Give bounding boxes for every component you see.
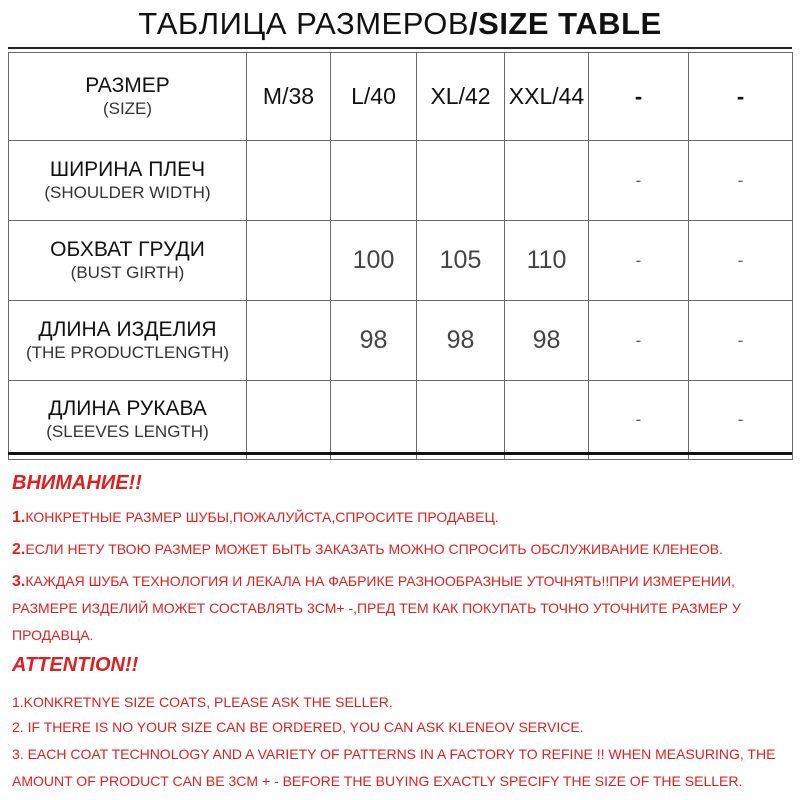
notice-ru-item-number: 1. — [12, 509, 26, 526]
table-cell — [247, 301, 331, 381]
table-row — [9, 301, 793, 381]
notice-ru-item — [12, 568, 792, 649]
table-cell: - — [689, 221, 793, 301]
notice-ru-item-number: 2. — [12, 541, 26, 558]
row-label-product-length — [9, 301, 247, 381]
table-row — [9, 221, 793, 301]
row-label-shoulder-width — [9, 141, 247, 221]
size-col-empty-1: - — [589, 53, 689, 141]
table-cell: 98 — [505, 301, 589, 381]
table-cell: 100 — [331, 221, 417, 301]
row-label-ru: ДЛИНА РУКАВА — [48, 397, 207, 420]
row-label-en: (SHOULDER WIDTH) — [44, 182, 211, 202]
table-cell — [417, 141, 505, 221]
table-cell: - — [689, 141, 793, 221]
row-label-en: (SLEEVES LENGTH) — [46, 422, 209, 441]
table-cell: - — [689, 301, 793, 381]
row-label-en: (THE PRODUCTLENGTH) — [25, 342, 230, 362]
table-cell: 105 — [417, 221, 505, 301]
size-table — [8, 52, 793, 460]
table-cell: - — [589, 381, 689, 460]
table-cell — [505, 141, 589, 221]
row-label-en: (BUST GIRTH) — [70, 262, 185, 282]
table-cell: - — [589, 221, 689, 301]
size-col-l40: L/40 — [331, 53, 417, 141]
notice-ru-item-text: КОНКРЕТНЫЕ РАЗМЕР ШУБЫ,ПОЖАЛУЙСТА,СПРОСИТЕ ПРОДАВЕЦ. — [25, 509, 499, 525]
table-cell: 98 — [331, 301, 417, 381]
title-en: SIZE TABLE — [478, 6, 662, 41]
table-cell — [331, 381, 417, 460]
table-cell: - — [689, 381, 793, 460]
table-cell — [247, 221, 331, 301]
table-cell — [331, 141, 417, 221]
size-header-row — [9, 53, 793, 141]
size-col-xxl44: XXL/44 — [505, 53, 589, 141]
table-cell: - — [589, 301, 689, 381]
notice-en-item: 3. EACH COAT TECHNOLOGY AND A VARIETY OF PATTERNS IN A FACTORY TO REFINE !! WHEN MEASURING, THE AMOUNT OF PRODUCT CAN BE 3CM + - BEFORE THE BUYING EXACTLY SPECIFY THE SIZE OF THE SELLER. — [12, 746, 776, 789]
row-label-ru: ШИРИНА ПЛЕЧ — [49, 157, 206, 181]
page-title — [0, 6, 800, 42]
notice-ru-item-number: 3. — [12, 573, 26, 590]
notice-ru-item-text: КАЖДАЯ ШУБА ТЕХНОЛОГИЯ И ЛЕКАЛА НА ФАБРИКЕ РАЗНООБРАЗНЫЕ УТОЧНЯТЬ!!ПРИ ИЗМЕРЕНИИ, РАЗМЕРЕ ИЗДЕЛИЙ МОЖЕТ СОСТАВЛЯТЬ 3СМ+ -,ПРЕД ТЕМ КАК ПОКУПАТЬ ТОЧНО УТОЧНИТЕ РАЗМЕР У ПРОДАВЦА. — [12, 573, 741, 643]
table-cell — [247, 141, 331, 221]
table-cell: - — [589, 141, 689, 221]
title-ru: ТАБЛИЦА РАЗМЕРОВ — [138, 6, 470, 41]
title-divider — [8, 47, 792, 49]
size-col-empty-2: - — [689, 53, 793, 141]
notice-ru-item — [12, 536, 792, 563]
table-cell — [247, 381, 331, 460]
table-cell: 98 — [417, 301, 505, 381]
notice-en-heading: ATTENTION!! — [12, 654, 139, 676]
table-cell — [505, 381, 589, 460]
row-label-ru: ДЛИНА ИЗДЕЛИЯ — [38, 317, 217, 341]
table-cell: 110 — [505, 221, 589, 301]
size-header-label-ru: РАЗМЕР — [85, 73, 170, 97]
size-header-label-en: (SIZE) — [102, 98, 153, 118]
row-label-ru: ОБХВАТ ГРУДИ — [50, 237, 205, 261]
row-label-sleeves-length — [9, 381, 247, 460]
size-header-label — [9, 53, 247, 141]
notice-ru-item-text: ЕСЛИ НЕТУ ТВОЮ РАЗМЕР МОЖЕТ БЫТЬ ЗАКАЗАТЬ МОЖНО СПРОСИТЬ ОБСЛУЖИВАНИЕ КЛЕНЕОВ. — [25, 541, 723, 557]
table-row — [9, 141, 793, 221]
row-label-bust-girth — [9, 221, 247, 301]
table-bottom-divider — [8, 452, 792, 455]
title-separator: / — [469, 6, 479, 41]
size-col-xl42: XL/42 — [417, 53, 505, 141]
notice-ru-heading: ВНИМАНИЕ!! — [12, 472, 142, 494]
table-cell — [417, 381, 505, 460]
table-row — [9, 381, 793, 460]
notice-en-item: 1.KONKRETNYE SIZE COATS, PLEASE ASK THE SELLER. — [12, 694, 393, 710]
notice-en-item: 2. IF THERE IS NO YOUR SIZE CAN BE ORDERED, YOU CAN ASK KLENEOV SERVICE. — [12, 719, 584, 735]
size-col-m38: M/38 — [247, 53, 331, 141]
notice-ru-item — [12, 504, 792, 531]
